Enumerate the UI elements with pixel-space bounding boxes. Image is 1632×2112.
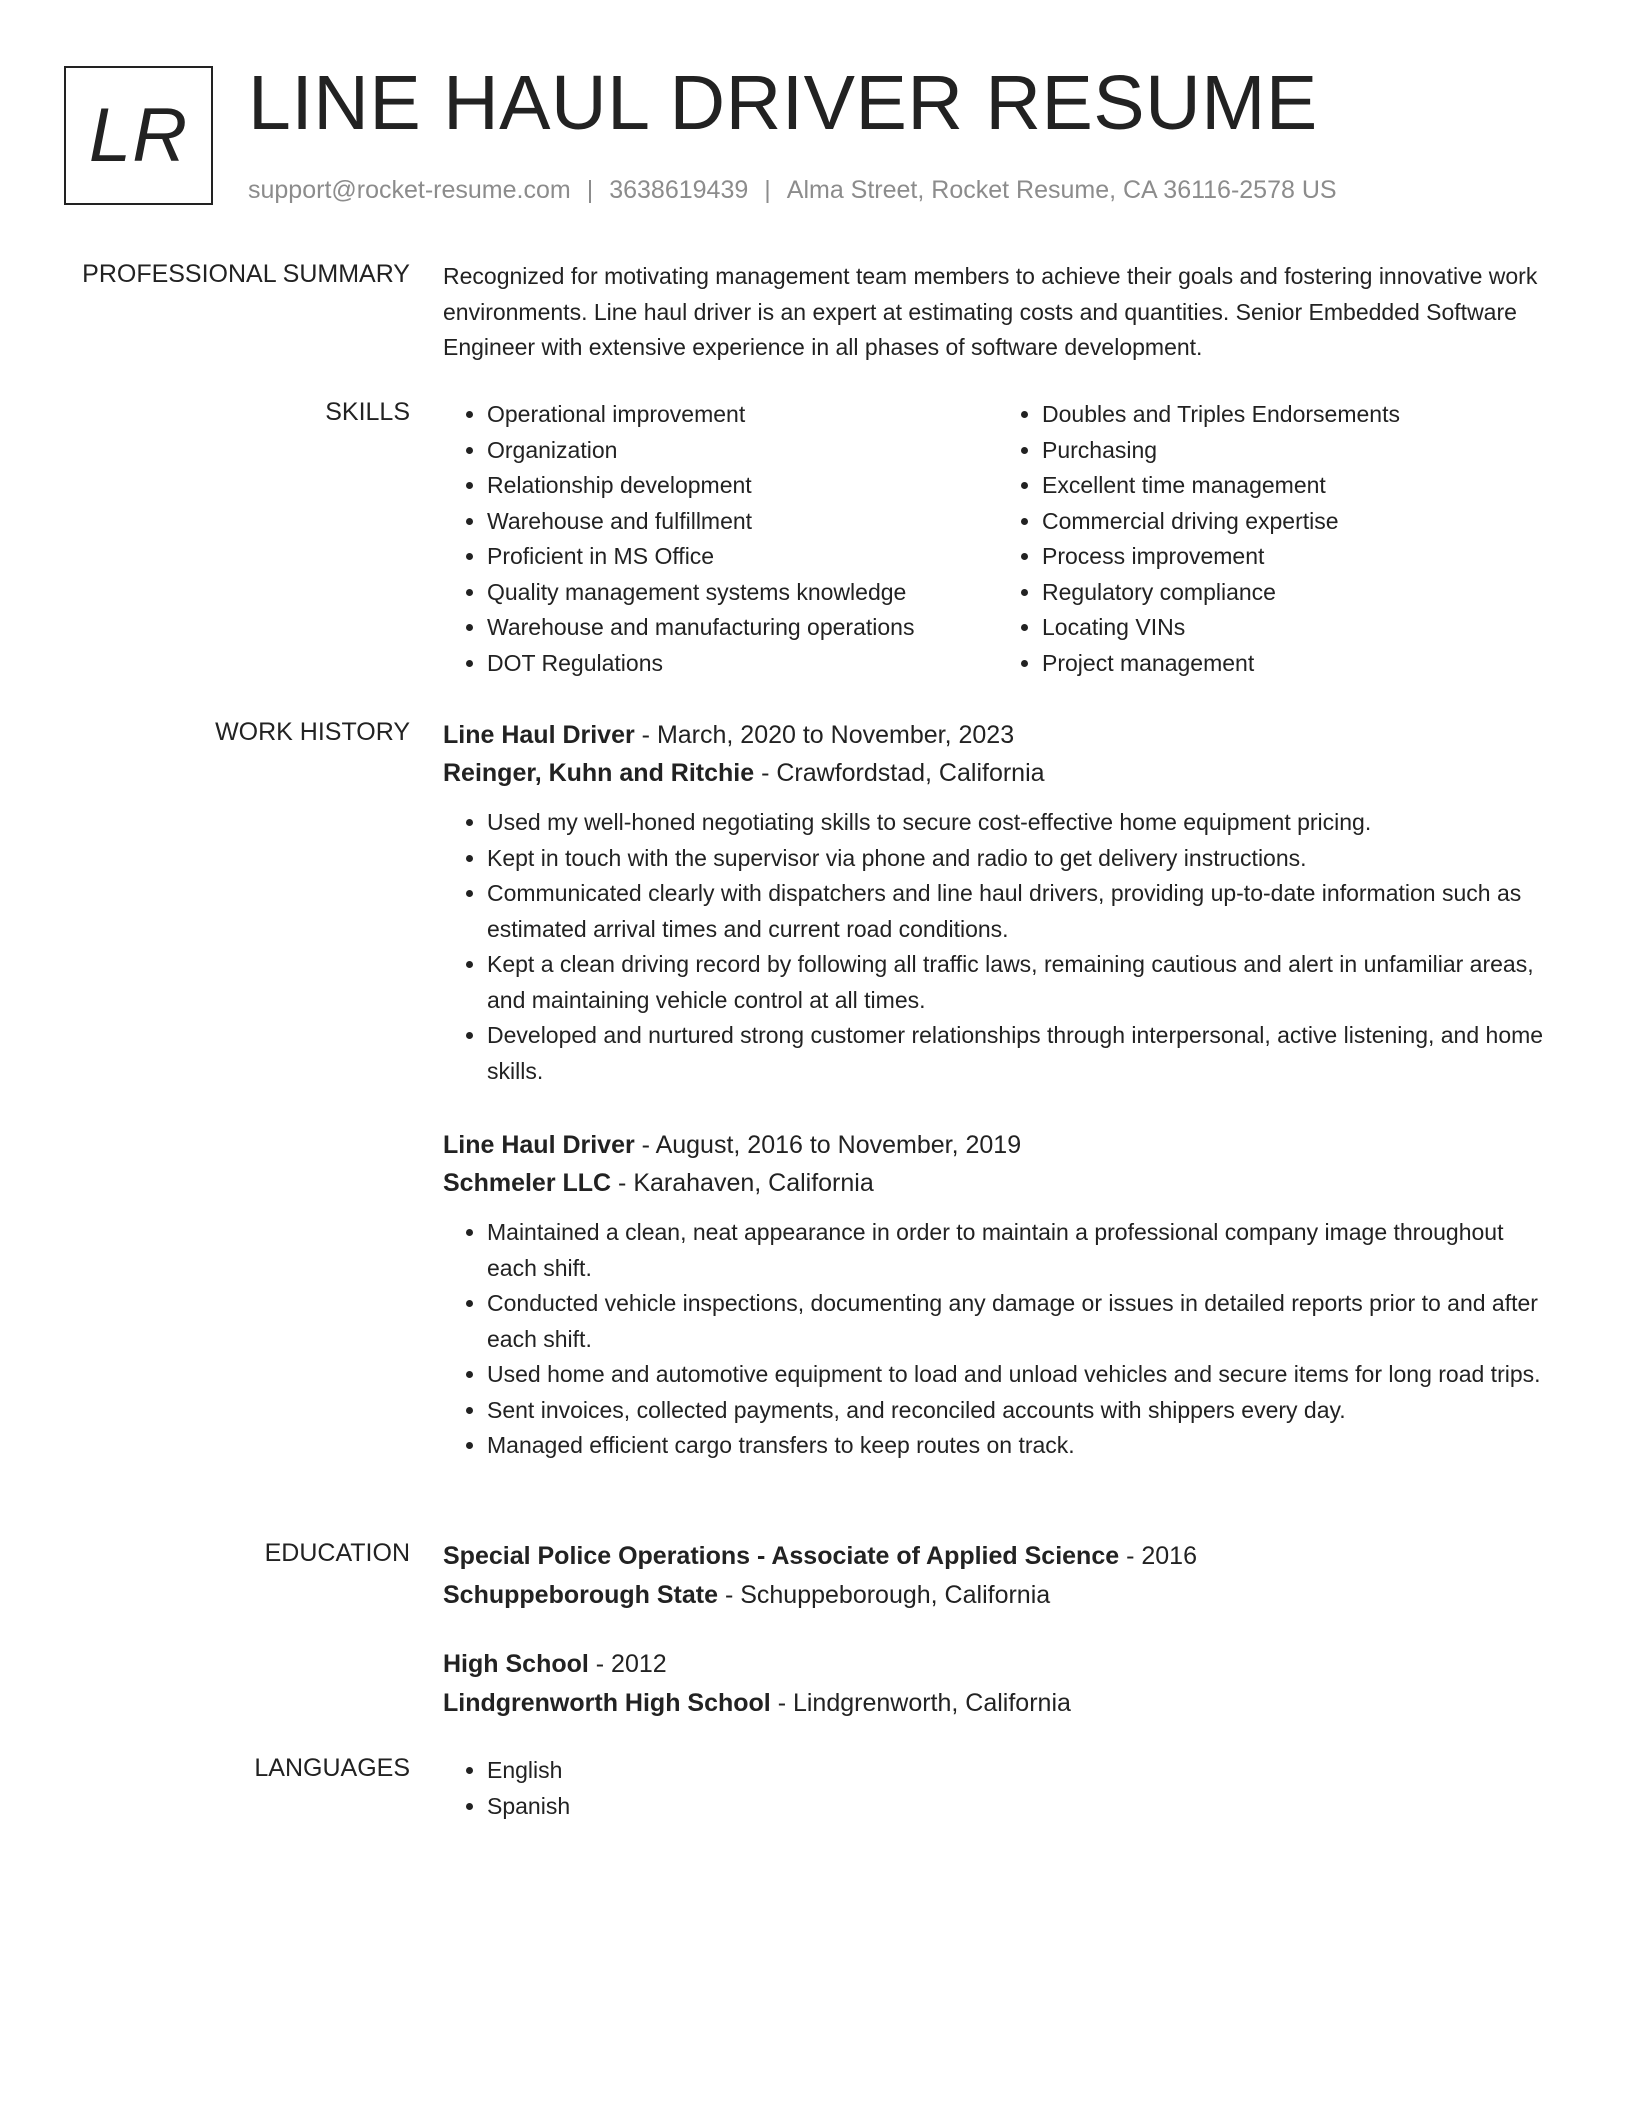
education-location: - Lindgrenworth, California (770, 1689, 1071, 1717)
skills-body (443, 397, 1553, 681)
work-history-heading: WORK HISTORY (215, 718, 410, 746)
education-year: - 2016 (1119, 1542, 1197, 1570)
education-degree-line (443, 1537, 1553, 1576)
job-bullet: • Maintained a clean, neat appearance in order to maintain a professional company image throughout each shift. (487, 1215, 1553, 1286)
job-bullet: • Managed efficient cargo transfers to keep routes on track. (487, 1428, 1553, 1464)
resume-title: LINE HAUL DRIVER RESUME (248, 60, 1318, 146)
education-school: Lindgrenworth High School (443, 1689, 771, 1717)
languages-heading: LANGUAGES (254, 1754, 410, 1782)
job-title: Line Haul Driver (443, 721, 635, 749)
job-bullet: • Kept in touch with the supervisor via phone and radio to get delivery instructions. (487, 841, 1553, 877)
job-title: Line Haul Driver (443, 1131, 635, 1159)
skill-item: • Warehouse and manufacturing operations (487, 610, 998, 646)
skills-list-right (998, 397, 1553, 681)
education-school-line (443, 1576, 1553, 1615)
education-school-line (443, 1684, 1553, 1723)
job-bullet-list (443, 805, 1553, 1089)
skill-item: • Operational improvement (487, 397, 998, 433)
contact-separator: | (586, 176, 594, 204)
monogram-badge: LR (64, 66, 213, 205)
contact-phone: 3638619439 (609, 176, 749, 204)
skills-heading: SKILLS (325, 398, 410, 426)
language-item: • Spanish (487, 1789, 1553, 1825)
contact-separator: | (764, 176, 771, 204)
summary-heading: PROFESSIONAL SUMMARY (82, 260, 410, 288)
job-dates: - March, 2020 to November, 2023 (634, 721, 1015, 749)
job-bullet: • Sent invoices, collected payments, and reconciled accounts with shippers every day. (487, 1393, 1553, 1429)
education-entry (443, 1537, 1553, 1615)
job-dates: - August, 2016 to November, 2019 (634, 1131, 1022, 1159)
job-company: Reinger, Kuhn and Ritchie (443, 759, 755, 787)
skill-item: • Locating VINs (1042, 610, 1553, 646)
job-entry (443, 1126, 1553, 1464)
education-degree-line (443, 1645, 1553, 1684)
job-bullet: • Communicated clearly with dispatchers and line haul drivers, providing up-to-date information such as estimated arrival times and current road conditions. (487, 876, 1553, 947)
education-school: Schuppeborough State (443, 1581, 718, 1609)
skill-item: • Organization (487, 433, 998, 469)
contact-email: support@rocket-resume.com (248, 176, 571, 204)
job-title-line (443, 1126, 1553, 1164)
summary-body (443, 259, 1553, 366)
skill-item: • Purchasing (1042, 433, 1553, 469)
job-bullet: • Developed and nurtured strong customer relationships through interpersonal, active listening, and home skills. (487, 1018, 1553, 1089)
skill-item: • Process improvement (1042, 539, 1553, 575)
education-location: - Schuppeborough, California (718, 1581, 1051, 1609)
education-degree: Special Police Operations - Associate of Applied Science (443, 1542, 1120, 1570)
job-company: Schmeler LLC (443, 1169, 612, 1197)
job-bullet: • Conducted vehicle inspections, documenting any damage or issues in detailed reports prior to and after each shift. (487, 1286, 1553, 1357)
languages-list (443, 1753, 1553, 1824)
skill-item: • Proficient in MS Office (487, 539, 998, 575)
skill-item: • Excellent time management (1042, 468, 1553, 504)
job-company-line (443, 1164, 1553, 1202)
education-heading: EDUCATION (264, 1539, 410, 1567)
job-entry (443, 716, 1553, 1089)
job-location: - Crawfordstad, California (754, 759, 1045, 787)
education-degree: High School (443, 1650, 589, 1678)
job-bullet: • Used home and automotive equipment to load and unload vehicles and secure items for long road trips. (487, 1357, 1553, 1393)
skill-item: • Doubles and Triples Endorsements (1042, 397, 1553, 433)
languages-body (443, 1753, 1553, 1824)
education-entry (443, 1645, 1553, 1723)
language-item: • English (487, 1753, 1553, 1789)
job-company-line (443, 754, 1553, 792)
skill-item: • Quality management systems knowledge (487, 575, 998, 611)
summary-text: Recognized for motivating management team members to achieve their goals and fostering innovative work environments. Line haul driver is an expert at estimating costs and quantities. Senior Embedded Software Engineer with extensive experience in all phases of software development. (443, 263, 1538, 360)
job-location: - Karahaven, California (611, 1169, 874, 1197)
skill-item: • Project management (1042, 646, 1553, 682)
education-year: - 2012 (588, 1650, 667, 1678)
job-bullet-list (443, 1215, 1553, 1464)
job-bullet: • Kept a clean driving record by following all traffic laws, remaining cautious and alert in unfamiliar areas, and maintaining vehicle control at all times. (487, 947, 1553, 1018)
skill-item: • Commercial driving expertise (1042, 504, 1553, 540)
skills-list-left (443, 397, 998, 681)
job-bullet: • Used my well-honed negotiating skills to secure cost-effective home equipment pricing. (487, 805, 1553, 841)
skill-item: • DOT Regulations (487, 646, 998, 682)
skill-item: • Relationship development (487, 468, 998, 504)
skill-item: • Warehouse and fulfillment (487, 504, 998, 540)
skill-item: • Regulatory compliance (1042, 575, 1553, 611)
contact-address: Alma Street, Rocket Resume, CA 36116-2578 US (786, 176, 1337, 204)
contact-line (248, 174, 1337, 206)
job-title-line (443, 716, 1553, 754)
